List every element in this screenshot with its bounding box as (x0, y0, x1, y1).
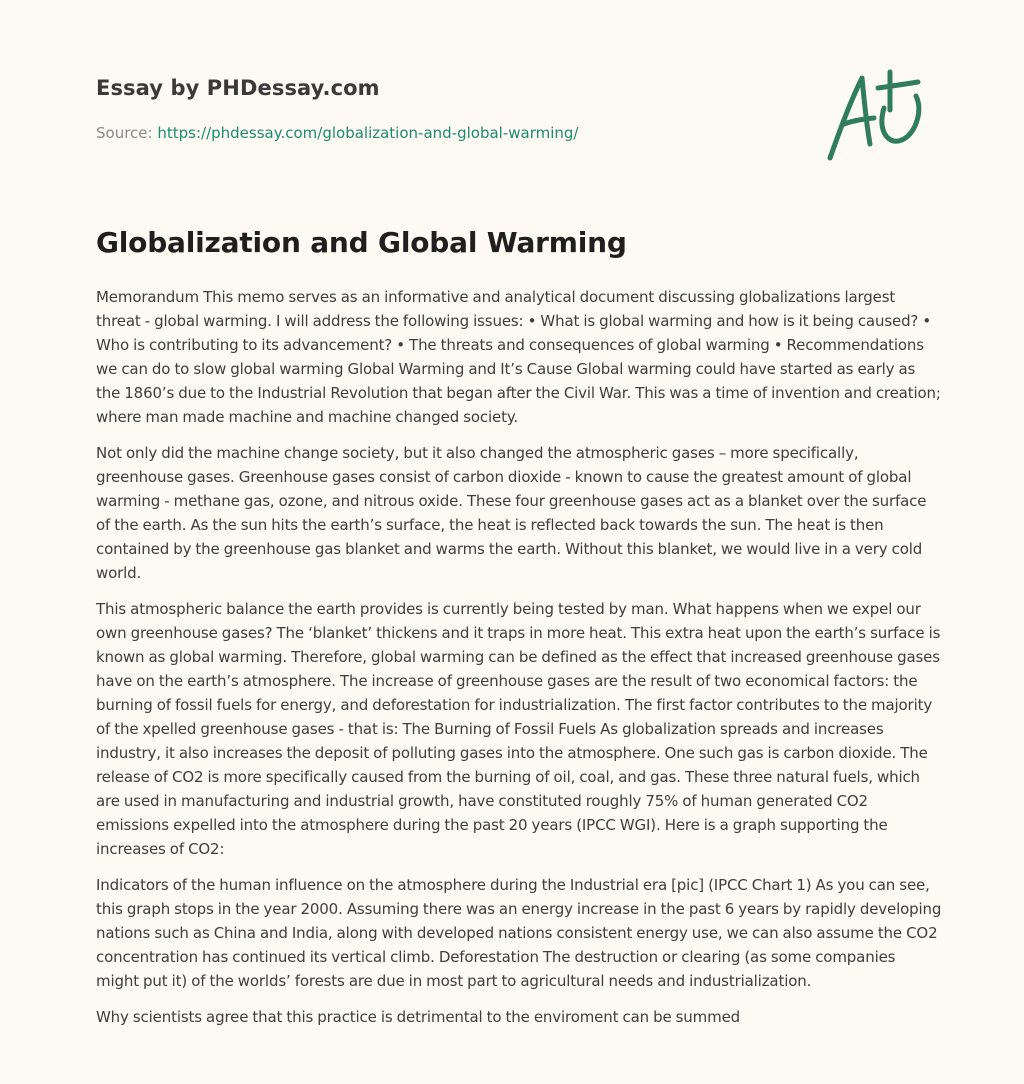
essay-paragraph: Not only did the machine change society, but it also changed the atmospheric gases – more specifically, greenhouse gases. Greenhouse gases consist of carbon dioxide - known to cause the greatest amount of global warming - methane gas, ozone, and nitrous oxide. These four greenhouse gases act as a blanket over the surface of the earth. As the sun hits the earth’s surface, the heat is reflected back towards the sun. The heat is then contained by the greenhouse gas blanket and warms the earth. Without this blanket, we would live in a very cold world. (96, 444, 927, 582)
a-plus-logo-icon (818, 64, 934, 168)
essay-paragraph: Indicators of the human influence on the atmosphere during the Industrial era [pic] (IPCC Chart 1) As you can see, this graph stops in the year 2000. Assuming there was an energy increase in the past 6 years by rapidly developing nations such as China and India, along with developed nations consistent energy use, we can also assume the CO2 concentration has continued its vertical climb. Deforestation The destruction or clearing (as some companies might put it) of the worlds’ forests are due in most part to agricultural needs and industrialization. (96, 876, 942, 990)
essay-title: Globalization and Global Warming (96, 226, 627, 259)
source-label: Source: (96, 124, 153, 142)
source-link[interactable]: https://phdessay.com/globalization-and-global-warming/ (157, 124, 579, 142)
essay-paragraph: Why scientists agree that this practice is detrimental to the enviroment can be summed (96, 1008, 741, 1026)
essay-paragraph: Memorandum This memo serves as an informative and analytical document discussing globalizations largest threat - global warming. I will address the following issues: • What is global warming and how is it being caused? • Who is contributing to its advancement? • The threats and consequences of global warming • Recommendations we can do to slow global warming Global Warming and It’s Cause Global warming could have started as early as the 1860’s due to the Industrial Revolution that began after the Civil War. This was a time of invention and creation; where man made machine and machine changed society. (96, 288, 941, 426)
source-line (96, 124, 578, 142)
site-brand: Essay by PHDessay.com (96, 76, 380, 100)
essay-paragraph: This atmospheric balance the earth provides is currently being tested by man. What happens when we expel our own greenhouse gases? The ‘blanket’ thickens and it traps in more heat. This extra heat upon the earth’s surface is known as global warming. Therefore, global warming can be defined as the effect that increased greenhouse gases have on the earth’s atmosphere. The increase of greenhouse gases are the result of two economical factors: the burning of fossil fuels for energy, and deforestation for industrialization. The first factor contributes to the majority of the xpelled greenhouse gases - that is: The Burning of Fossil Fuels As globalization spreads and increases industry, it also increases the deposit of polluting gases into the atmosphere. One such gas is carbon dioxide. The release of CO2 is more specifically caused from the burning of oil, coal, and gas. These three natural fuels, which are used in manufacturing and industrial growth, have constituted roughly 75% of human generated CO2 emissions expelled into the atmosphere during the past 20 years (IPCC WGI). Here is a graph supporting the increases of CO2: (96, 600, 941, 858)
essay-body (96, 285, 942, 1041)
